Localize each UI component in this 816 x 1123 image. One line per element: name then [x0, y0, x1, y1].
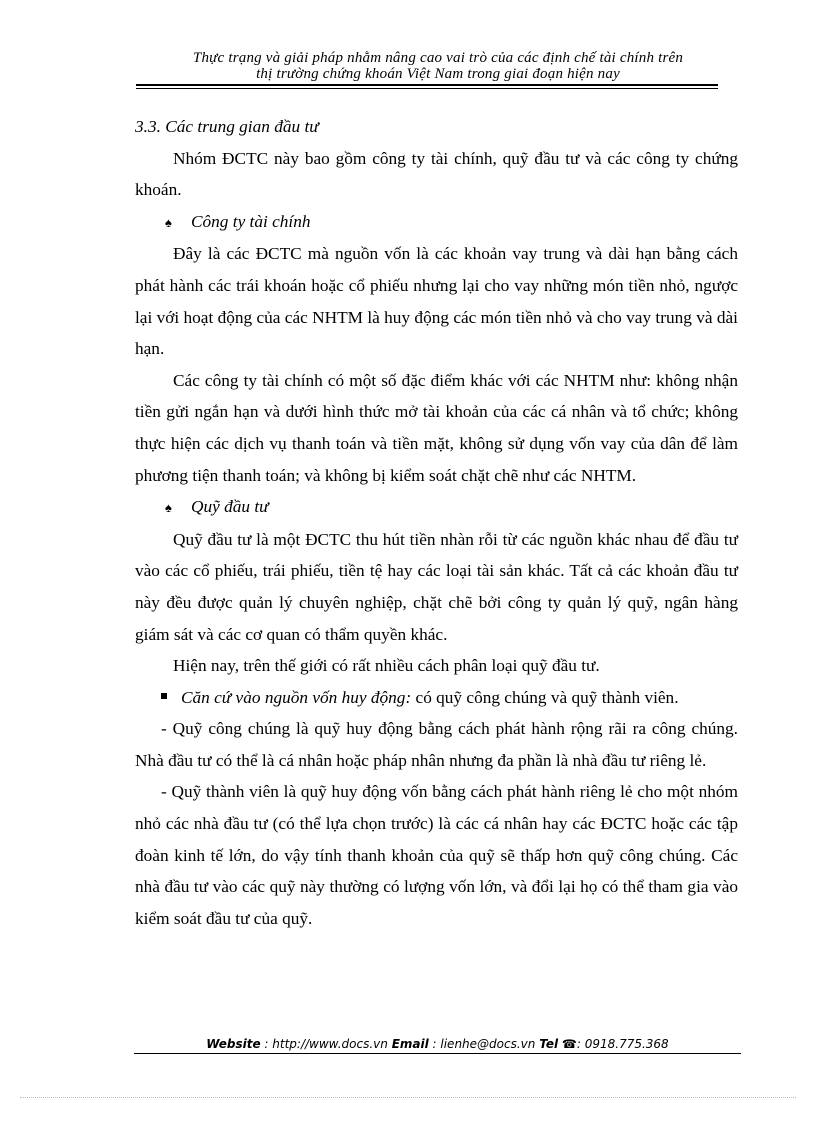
section-heading: 3.3. Các trung gian đầu tư	[135, 117, 319, 136]
footer-email-link[interactable]: : lienhe@docs.vn	[428, 1037, 540, 1051]
header-divider-thick	[136, 84, 718, 86]
page-header	[140, 50, 736, 82]
footer-divider	[134, 1053, 741, 1054]
spade-icon: ♠	[165, 500, 172, 516]
subheading-label: Công ty tài chính	[191, 211, 311, 231]
header-divider-thin	[136, 88, 718, 89]
header-title-line2: thị trường chứng khoán Việt Nam trong giai đoạn hiện nay	[256, 66, 620, 82]
paragraph: Đây là các ĐCTC mà nguồn vốn là các khoản vay trung và dài hạn bằng cách phát hành các trái khoán hoặc cổ phiếu nhưng lại cho vay những món tiền nhỏ, ngược lại với hoạt động của các NHTM là huy động các món tiền nhỏ và cho vay trung và dài hạn.	[135, 244, 738, 359]
subheading-finance-company	[135, 206, 738, 239]
criteria-text: có quỹ công chúng và quỹ thành viên.	[411, 687, 679, 707]
section-intro: Nhóm ĐCTC này bao gồm công ty tài chính, quỹ đầu tư và các công ty chứng khoán.	[135, 148, 738, 200]
footer-tel: : 0918.775.368	[576, 1037, 669, 1051]
spade-icon: ♠	[165, 214, 172, 230]
subheading-label: Quỹ đầu tư	[191, 497, 269, 517]
footer-website-label: Website	[206, 1037, 261, 1051]
square-bullet-icon	[161, 693, 167, 699]
page-edge-dotted-line	[20, 1097, 796, 1098]
criteria-label: Căn cứ vào nguồn vốn huy động:	[181, 687, 412, 707]
paragraph: Hiện nay, trên thế giới có rất nhiều cách phân loại quỹ đầu tư.	[173, 656, 600, 676]
document-body	[135, 111, 738, 934]
footer-tel-label: Tel	[539, 1037, 559, 1051]
page-footer	[134, 1037, 741, 1051]
paragraph: Các công ty tài chính có một số đặc điểm khác với các NHTM như: không nhận tiền gửi ngắn hạn và dưới hình thức mở tài khoản của các cá nhân và tổ chức; không thực hiện các dịch vụ thanh toán và tiền mặt, không sử dụng vốn vay của dân để làm phương tiện thanh toán; và không bị kiểm soát chặt chẽ như các NHTM.	[135, 370, 738, 485]
phone-icon: ☎	[561, 1037, 577, 1051]
footer-email-label: Email	[391, 1037, 429, 1051]
paragraph: Quỹ đầu tư là một ĐCTC thu hút tiền nhàn rỗi từ các nguồn khác nhau để đầu tư vào các cổ phiếu, trái phiếu, tiền tệ hay các loại tài sản khác. Tất cả các khoản đầu tư này đều được quản lý chuyên nghiệp, chặt chẽ bởi công ty quản lý quỹ, ngân hàng giám sát và các cơ quan có thẩm quyền khác.	[135, 529, 738, 644]
subheading-investment-fund	[135, 491, 738, 524]
dash-item-public-fund: - Quỹ công chúng là quỹ huy động bằng cách phát hành rộng rãi ra công chúng. Nhà đầu tư có thể là cá nhân hoặc pháp nhân nhưng đa phần là nhà đầu tư riêng lẻ.	[135, 719, 738, 770]
footer-website-link[interactable]: : http://www.docs.vn	[260, 1037, 392, 1051]
dash-item-member-fund: - Quỹ thành viên là quỹ huy động vốn bằng cách phát hành riêng lẻ cho một nhóm nhỏ các nhà đầu tư (có thể lựa chọn trước) là các cá nhân hay các ĐCTC hoặc các tập đoàn kinh tế lớn, do vậy tính thanh khoản của quỹ sẽ thấp hơn quỹ công chúng. Các nhà đầu tư vào các quỹ này thường có lượng vốn lớn, và đổi lại họ có thể tham gia vào kiểm soát đầu tư của quỹ.	[135, 782, 738, 928]
header-title-line1: Thực trạng và giải pháp nhằm nâng cao vai trò của các định chế tài chính trên	[192, 50, 684, 66]
criteria-item	[135, 682, 738, 714]
